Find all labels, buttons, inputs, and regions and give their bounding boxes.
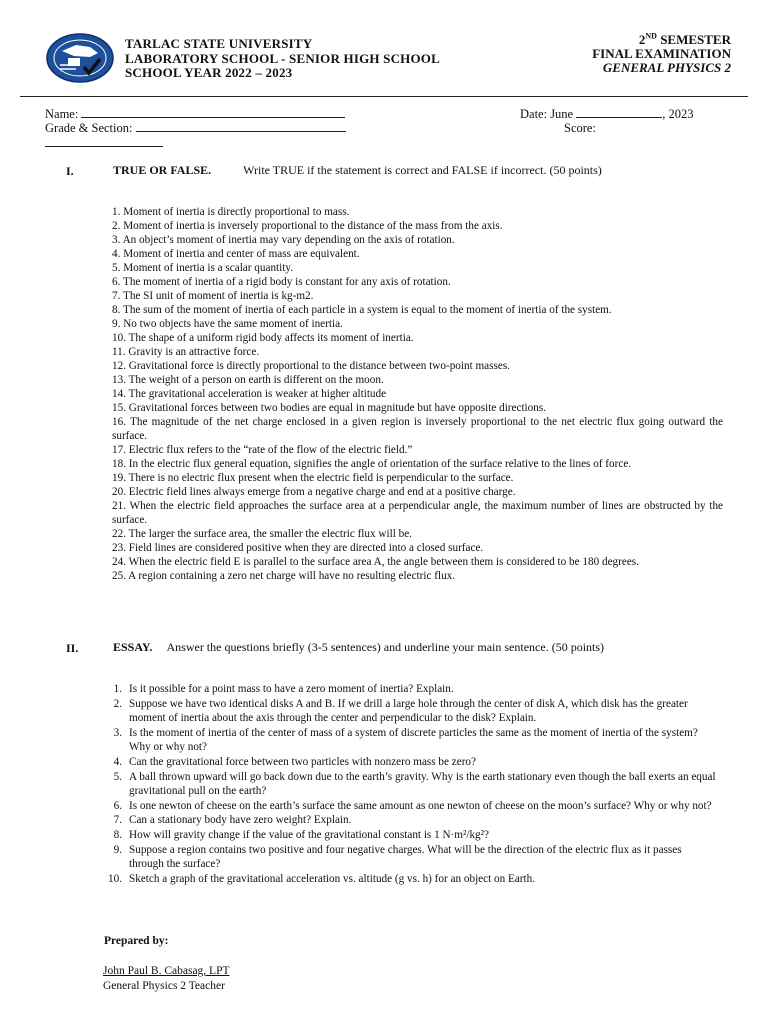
list-item: 17. Electric flux refers to the “rate of the flow of the electric field.” — [112, 444, 413, 456]
school-name: LABORATORY SCHOOL - SENIOR HIGH SCHOOL — [125, 50, 440, 66]
item-text: A ball thrown upward will go back down due to the earth’s gravity. Why is the earth stationary even though the ball exerts an equal gravitational pull on the earth? — [129, 770, 716, 798]
list-item: 19. There is no electric flux present when the electric field is perpendicular to the surface. — [112, 472, 514, 484]
school-logo — [46, 33, 114, 83]
score-field[interactable] — [564, 121, 596, 135]
exam-title: FINAL EXAMINATION — [592, 46, 731, 61]
list-item — [104, 755, 716, 770]
list-item: 3. An object’s moment of inertia may vary depending on the axis of rotation. — [112, 234, 455, 246]
list-item: 14. The gravitational acceleration is weaker at higher altitude — [112, 388, 387, 400]
list-item — [104, 726, 716, 755]
university-name: TARLAC STATE UNIVERSITY — [125, 36, 313, 51]
item-text: Can a stationary body have zero weight? Explain. — [129, 814, 352, 827]
name-blank[interactable] — [81, 107, 345, 118]
list-item: 24. When the electric field E is parallel to the surface area A, the angle between them is considered to be 180 degrees. — [112, 556, 639, 568]
subject-title: GENERAL PHYSICS 2 — [602, 60, 731, 75]
item-number: 6. — [113, 799, 122, 812]
item-text: How will gravity change if the value of the gravitational constant is 1 N·m²/kg²? — [129, 828, 489, 841]
list-item: 5. Moment of inertia is a scalar quantity. — [112, 262, 294, 274]
score-blank[interactable] — [45, 146, 163, 147]
header-divider — [20, 96, 748, 97]
name-label: Name: — [45, 107, 79, 121]
item-text: Is the moment of inertia of the center of mass of a system of discrete particles the same as the moment of inertia of the system? Why or why not? — [129, 726, 698, 754]
section1-heading — [113, 164, 723, 178]
date-field[interactable] — [520, 107, 693, 121]
item-number: 2. — [113, 697, 122, 710]
date-year: , 2023 — [662, 107, 694, 121]
grade-section-field[interactable] — [45, 121, 346, 135]
section2-numeral: II. — [66, 641, 79, 655]
section2-instruction: Answer the questions briefly (3-5 sentences) and underline your main sentence. (50 points) — [166, 640, 605, 654]
list-item: 6. The moment of inertia of a rigid body is constant for any axis of rotation. — [112, 276, 451, 288]
score-label: Score: — [564, 121, 596, 135]
item-text: Suppose we have two identical disks A and B. If we drill a large hole through the center of disk A, which disk has the greater moment of inertia about the axis through the center and perpendicular to the disk? Explain. — [129, 697, 688, 725]
item-number: 1. — [113, 683, 122, 695]
list-item: 9. No two objects have the same moment of inertia. — [112, 318, 343, 330]
school-header — [125, 37, 440, 81]
item-number: 8. — [113, 828, 122, 841]
list-item: 4. Moment of inertia and center of mass are equivalent. — [112, 248, 360, 260]
list-item: 12. Gravitational force is directly proportional to the distance between two-point masses. — [112, 360, 510, 372]
list-item: 10. The shape of a uniform rigid body affects its moment of inertia. — [112, 332, 414, 344]
semester-number: 2 — [638, 32, 646, 47]
list-item: 2. Moment of inertia is inversely proportional to the distance of the mass from the axis. — [112, 220, 503, 232]
item-number: 10. — [108, 872, 122, 885]
section1-numeral: I. — [66, 164, 74, 178]
list-item: 1. Moment of inertia is directly proportional to mass. — [112, 206, 350, 218]
teacher-title: General Physics 2 Teacher — [103, 979, 225, 992]
school-year: SCHOOL YEAR 2022 – 2023 — [125, 65, 293, 80]
list-item — [104, 682, 716, 697]
signature-block — [103, 964, 230, 993]
date-label: Date: June — [520, 107, 574, 121]
list-item — [104, 843, 716, 872]
true-false-list — [112, 205, 723, 583]
item-number: 7. — [113, 814, 122, 827]
item-number: 4. — [113, 755, 122, 768]
list-item: 18. In the electric flux general equation, signifies the angle of orientation of the surface relative to the lines of force. — [112, 458, 632, 470]
semester-suffix: ND — [645, 31, 657, 41]
grade-section-label: Grade & Section: — [45, 121, 133, 135]
exam-header — [592, 33, 731, 75]
list-item: 8. The sum of the moment of inertia of each particle in a system is equal to the moment of inertia of the system. — [112, 304, 612, 316]
item-text: Can the gravitational force between two particles with nonzero mass be zero? — [129, 755, 476, 768]
list-item — [104, 799, 716, 814]
section1-title: TRUE OR FALSE. — [113, 163, 212, 177]
semester-text: SEMESTER — [660, 32, 731, 47]
item-text: Sketch a graph of the gravitational acceleration vs. altitude (g vs. h) for an object on Earth. — [129, 872, 536, 885]
item-text: Suppose a region contains two positive and four negative charges. What will be the direction of the electric flux as it passes through the surface? — [129, 843, 682, 871]
essay-list — [104, 682, 716, 886]
list-item: 13. The weight of a person on earth is different on the moon. — [112, 374, 384, 386]
list-item: 21. When the electric field approaches the surface area at a perpendicular angle, the maximum number of lines are obstructed by the surface. — [112, 500, 723, 526]
grade-section-blank[interactable] — [136, 121, 346, 132]
list-item: 23. Field lines are considered positive when they are directed into a closed surface. — [112, 542, 484, 554]
item-number: 5. — [113, 770, 122, 783]
date-blank[interactable] — [576, 107, 662, 118]
list-item: 11. Gravity is an attractive force. — [112, 346, 260, 358]
item-number: 3. — [113, 726, 122, 739]
list-item — [104, 872, 716, 887]
list-item — [104, 770, 716, 799]
list-item: 7. The SI unit of moment of inertia is kg-m2. — [112, 290, 314, 302]
section2-heading — [113, 641, 723, 655]
teacher-name: John Paul B. Cabasag, LPT — [103, 965, 230, 977]
semester-line — [592, 33, 731, 47]
section1-instruction: Write TRUE if the statement is correct and FALSE if incorrect. (50 points) — [243, 163, 602, 177]
list-item — [104, 697, 716, 726]
list-item — [104, 828, 716, 843]
school-seal-icon — [46, 33, 114, 83]
prepared-by-label: Prepared by: — [104, 935, 169, 947]
item-text: Is it possible for a point mass to have a zero moment of inertia? Explain. — [129, 683, 454, 695]
section2-title: ESSAY. — [113, 640, 153, 654]
list-item: 25. A region containing a zero net charge will have no resulting electric flux. — [112, 570, 456, 582]
list-item — [104, 813, 716, 828]
item-number: 9. — [113, 843, 122, 856]
name-field[interactable] — [45, 107, 345, 121]
list-item: 22. The larger the surface area, the smaller the electric flux will be. — [112, 528, 412, 540]
item-text: Is one newton of cheese on the earth’s surface the same amount as one newton of cheese on the moon’s surface? Why or why not? — [129, 799, 712, 812]
list-item: 15. Gravitational forces between two bodies are equal in magnitude but have opposite directions. — [112, 402, 547, 414]
list-item: 16. The magnitude of the net charge enclosed in a given region is inversely proportional to the net electric flux going outward the surface. — [112, 416, 723, 442]
list-item: 20. Electric field lines always emerge from a negative charge and end at a positive charge. — [112, 486, 516, 498]
